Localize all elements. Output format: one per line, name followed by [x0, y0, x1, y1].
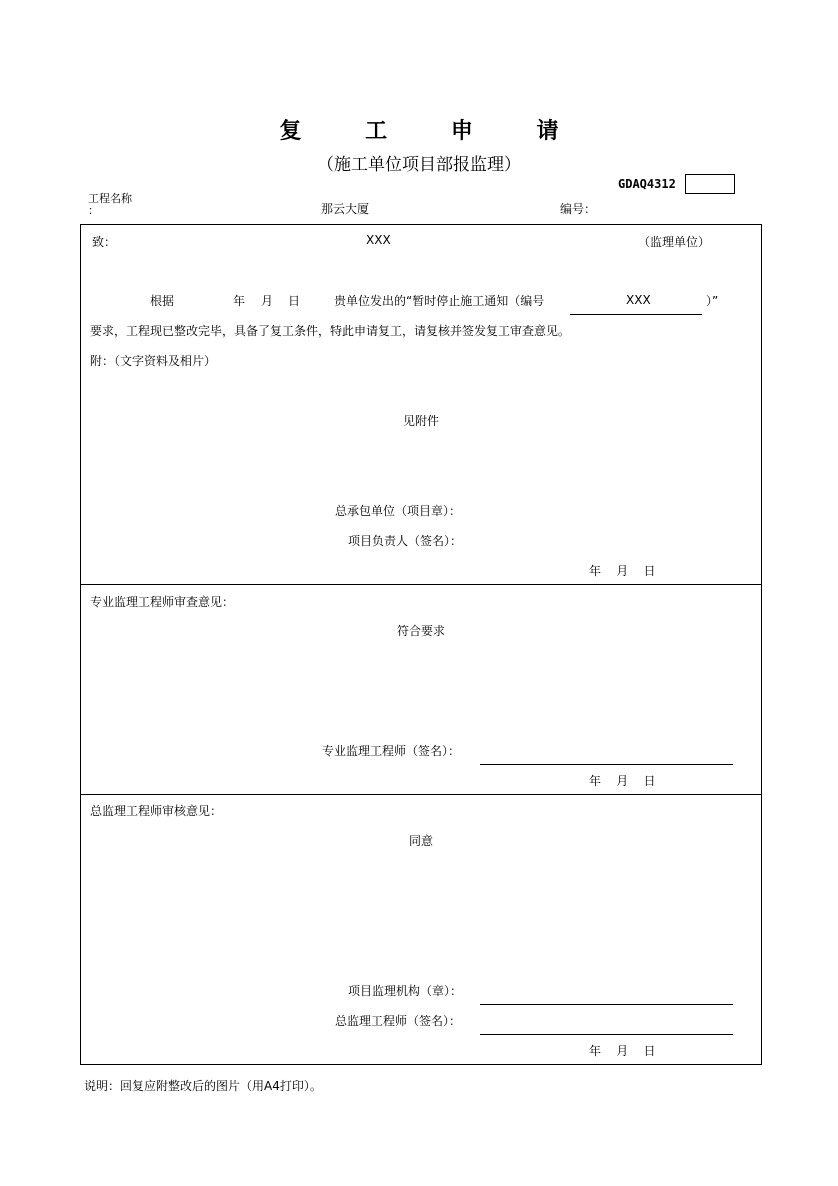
form-code: GDAQ4312	[618, 177, 676, 191]
section2-date: 年 月 日	[589, 774, 656, 788]
manager-label: 项目负责人（签名）：	[348, 534, 463, 548]
contractor-label: 总承包单位（项目章）：	[335, 504, 462, 518]
section1-date: 年 月 日	[589, 564, 656, 578]
application-section	[80, 224, 762, 585]
project-name-label: 工程名称 ：	[88, 192, 132, 217]
chief-review-heading: 总监理工程师审核意见：	[90, 804, 223, 818]
agency-seal-line[interactable]	[480, 1004, 733, 1005]
to-label: 致：	[92, 235, 117, 249]
body-text: 要求，工程现已整改完毕，具备了复工条件，特此申请复工，请复核并签发复工审查意见。	[90, 324, 571, 338]
basis-year: 年	[233, 294, 246, 308]
notice-number: XXX	[626, 293, 651, 307]
basis-prefix: 根据	[150, 294, 175, 308]
agency-label: 项目监理机构（章）：	[348, 984, 463, 998]
footnote: 说明：回复应附整改后的图片（用A4打印）。	[84, 1079, 322, 1093]
attachment-value: 见附件	[403, 414, 440, 428]
chief-signature-label: 总监理工程师（签名）：	[335, 1014, 462, 1028]
specialist-signature-label: 专业监理工程师（签名）：	[322, 744, 461, 758]
specialist-signature-line[interactable]	[480, 764, 733, 765]
basis-day: 日	[288, 294, 301, 308]
chief-opinion: 同意	[409, 834, 434, 848]
form-title: 复 工 申 请	[279, 119, 587, 144]
specialist-opinion: 符合要求	[397, 624, 446, 638]
to-suffix: （监理单位）	[638, 235, 711, 249]
number-label: 编号：	[560, 202, 597, 216]
specialist-review-heading: 专业监理工程师审查意见：	[90, 595, 235, 609]
section3-date: 年 月 日	[589, 1044, 656, 1058]
form-subtitle: （施工单位项目部报监理）	[317, 155, 521, 175]
notice-number-underline	[570, 314, 702, 315]
basis-month: 月	[261, 294, 274, 308]
basis-mid-text: 贵单位发出的“暂时停止施工通知（编号	[334, 294, 545, 308]
project-name-value: 那云大厦	[321, 202, 370, 216]
chief-signature-line[interactable]	[480, 1034, 733, 1035]
to-value: XXX	[366, 233, 391, 247]
attachment-label: 附：（文字资料及相片）	[90, 354, 217, 368]
form-code-box[interactable]	[685, 174, 735, 194]
basis-close: ）”	[706, 294, 719, 308]
